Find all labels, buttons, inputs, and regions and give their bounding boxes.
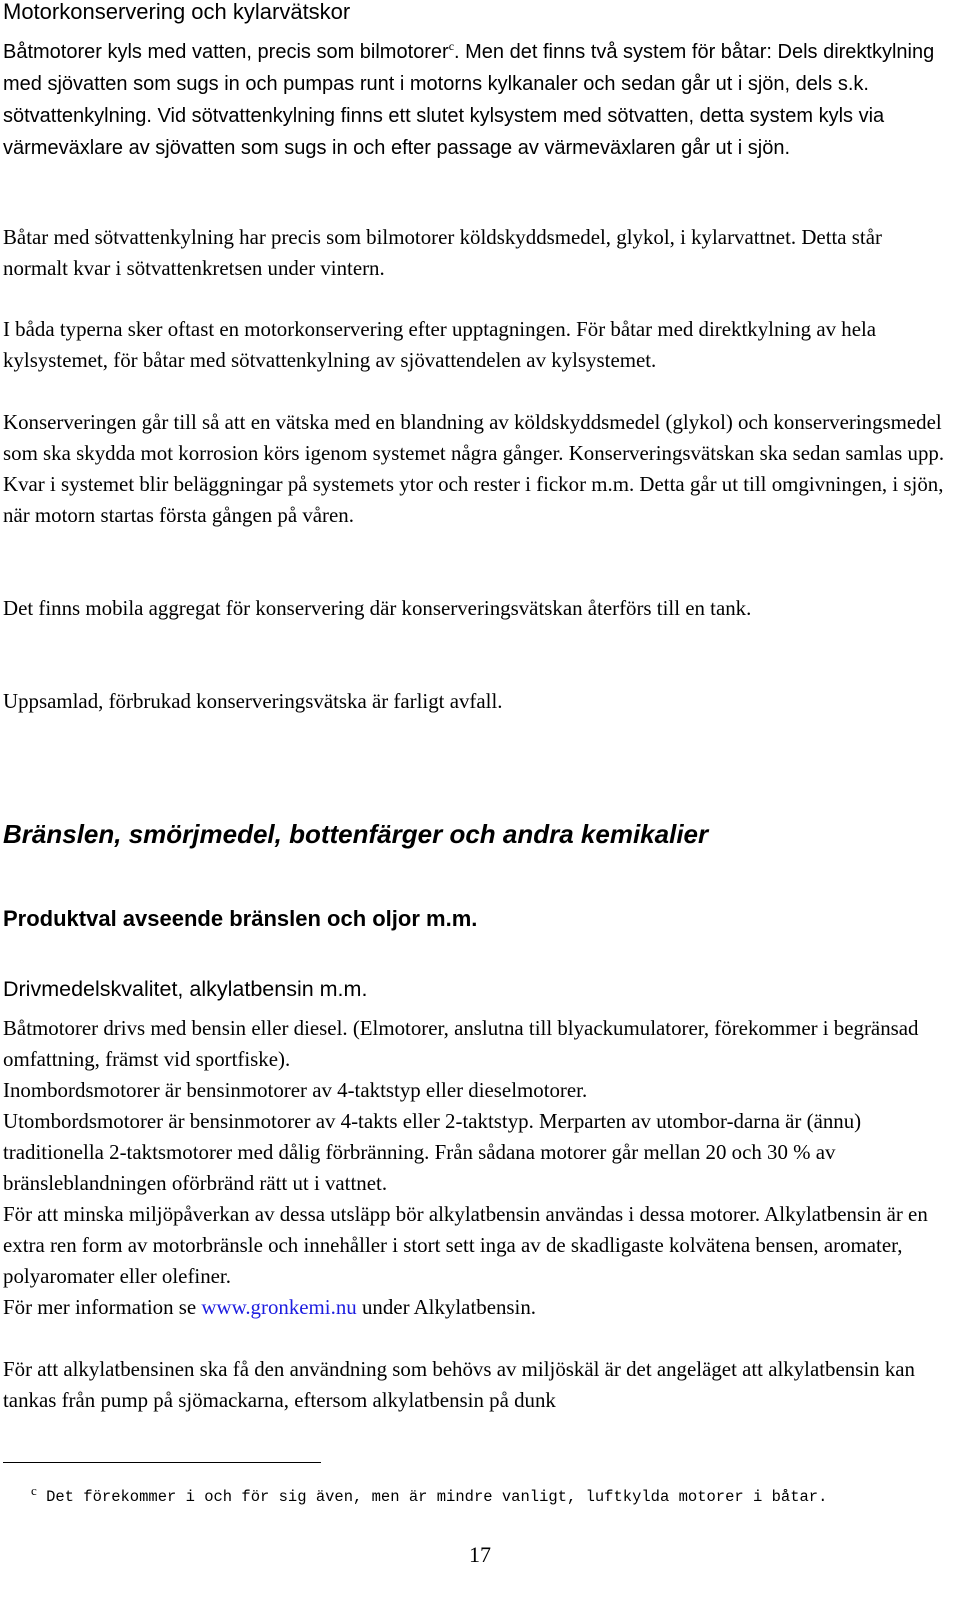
page-number: 17 [469,1542,491,1567]
more-info-suffix: under Alkylatbensin. [356,1295,537,1319]
paragraph-cooling-intro: Båtmotorer kyls med vatten, precis som bilmotorer [3,41,449,63]
footnote [31,1482,828,1509]
paragraph-conservation-process: Konserveringen går till så att en vätska med en blandning av köldskyddsmedel (glykol) och konserveringsmedel som ska skydda mot korrosion körs igenom systemet några gånger. Konserveringsvätskan ska sedan samlas upp. Kvar i systemet blir beläggningar på systemets ytor och rester i fickor m.m. Detta går ut till omgivningen, i sjön, när motorn startas första gången på våren. [3,410,945,527]
paragraph-engine-fuels: Båtmotorer drivs med bensin eller diesel. (Elmotorer, anslutna till blyackumulatorer, förekommer i begränsad omfattning, främst vid sportfiske). [3,1016,919,1071]
section-title: Motorkonservering och kylarvätskor [3,0,351,24]
heading-product-choice: Produktval avseende bränslen och oljor m.m. [3,906,478,931]
paragraph-pump-availability: För att alkylatbensinen ska få den användning som behövs av miljöskäl är det angeläget att alkylatbensin kan tankas från pump på sjömackarna, eftersom alkylatbensin på dunk [3,1357,915,1412]
paragraph-inboard: Inombordsmotorer är bensinmotorer av 4-taktstyp eller dieselmotorer. [3,1078,588,1102]
heading-fuel-quality: Drivmedelskvalitet, alkylatbensin m.m. [3,977,368,1001]
footnote-divider [3,1462,321,1463]
paragraph-outboard: Utombordsmotorer är bensinmotorer av 4-takts eller 2-taktstyp. Merparten av utombor-darna är (ännu) traditionella 2-taktsmotorer med dålig förbränning. Från sådana motorer går mellan 20 och 30 % av bränsleblandningen oförbränd rätt ut i vattnet. [3,1109,862,1195]
paragraph-more-info [3,1292,948,1323]
paragraph-alkylate: För att minska miljöpåverkan av dessa utsläpp bör alkylatbensin användas i dessa motorer. Alkylatbensin är en extra ren form av motorbränsle och innehåller i stort sett inga av de skadligaste kolvätena bensen, aromater, polyaromater eller olefiner. [3,1202,928,1288]
paragraph-cooling-rest: . Men det finns två system för båtar: Dels direktkylning med sjövatten som sugs in och pumpas runt i motorns kylkanaler och sedan går ut i sjön, dels s.k. sötvattenkylning. Vid sötvattenkylning finns ett slutet kylsystem med sötvatten, detta system kyls via värmeväxlare av sjövatten som sugs in och efter passage av värmeväxlaren går ut i sjön. [3,41,935,159]
paragraph-hazardous-waste: Uppsamlad, förbrukad konserveringsvätska är farligt avfall. [3,689,503,713]
paragraph-cooling-systems [3,36,948,164]
paragraph-conservation-intro: I båda typerna sker oftast en motorkonservering efter upptagningen. För båtar med direktkylning av hela kylsystemet, för båtar med sötvattenkylning av sjövattendelen av kylsystemet. [3,317,877,372]
footnote-text: Det förekommer i och för sig även, men är mindre vanligt, luftkylda motorer i båtar. [36,1488,828,1506]
heading-chemicals: Bränslen, smörjmedel, bottenfärger och andra kemikalier [3,819,709,849]
gronkemi-link[interactable]: www.gronkemi.nu [201,1295,357,1319]
more-info-prefix: För mer information se [3,1295,202,1319]
paragraph-mobile-units: Det finns mobila aggregat för konservering där konserveringsvätskan återförs till en tank. [3,596,752,620]
paragraph-glycol: Båtar med sötvattenkylning har precis som bilmotorer köldskyddsmedel, glykol, i kylarvattnet. Detta står normalt kvar i sötvattenkretsen under vintern. [3,225,882,280]
footnote-marker: c [31,1482,37,1498]
footnote-ref[interactable]: c [448,39,455,54]
